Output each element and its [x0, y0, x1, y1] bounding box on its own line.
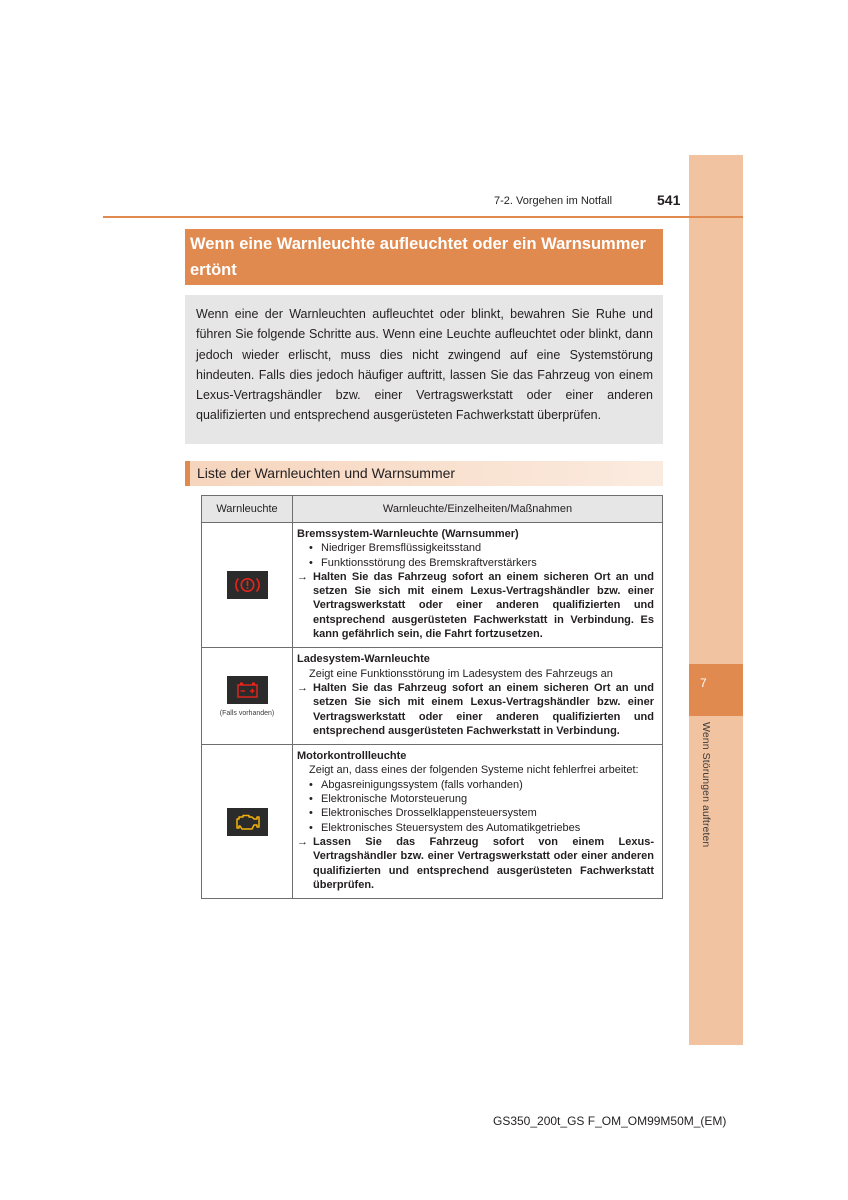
bullet-icon: • [309, 778, 313, 791]
column-header-details: Warnleuchte/Einzelheiten/Maßnahmen [293, 496, 663, 523]
arrow-icon: → [297, 570, 308, 583]
footer-document-code: GS350_200t_GS F_OM_OM99M50M_(EM) [493, 1114, 727, 1128]
table-row [202, 523, 663, 648]
table-row [202, 745, 663, 899]
engine-check-icon [227, 808, 268, 836]
action-text: → Lassen Sie das Fahrzeug sofort von einem Lexus-Vertragshändler bzw. einer Vertragswerkstatt oder einer anderen qualifizierten und entsprechend ausgerüsteten Fachwerkstatt überprüfen. [297, 835, 654, 891]
bullet-item: • Abgasreinigungssystem (falls vorhanden) [309, 778, 523, 791]
header-section-title: 7-2. Vorgehen im Notfall [494, 195, 613, 207]
arrow-icon: → [297, 681, 308, 694]
icon-cell [202, 745, 293, 899]
chapter-number-tab [689, 664, 743, 716]
brake-warning-icon [227, 571, 268, 599]
row-title: Ladesystem-Warnleuchte [297, 653, 430, 666]
action-text: → Halten Sie das Fahrzeug sofort an einem sicheren Ort an und setzen Sie sich mit einem Lexus-Vertragshändler bzw. einer Vertragswerkstatt oder einer anderen qualifizierten und entsprechend ausgerüsteten Fachwerkstatt in Verbindung. [297, 681, 654, 737]
bullet-icon: • [309, 793, 313, 806]
main-title: Wenn eine Warnleuchte aufleuchtet oder ein Warnsummer ertönt [185, 229, 663, 285]
row-title: Bremssystem-Warnleuchte (Warnsummer) [297, 528, 519, 540]
intro-paragraph: Wenn eine der Warnleuchten aufleuchtet oder blinkt, bewahren Sie Ruhe und führen Sie folgende Schritte aus. Wenn eine Leuchte aufleuchtet oder blinkt, dann jedoch wieder erlischt, muss dies nicht zwingend auf eine Systemstörung hindeuten. Falls dies jedoch häufiger auftritt, lassen Sie das Fahrzeug von einem Lexus-Vertragshändler bzw. einer Vertragswerkstatt oder einer anderen qualifizierten und entsprechend ausgerüsteten Fachwerkstatt überprüfen. [185, 295, 663, 444]
details-cell [293, 745, 663, 899]
row-description: Zeigt eine Funktionsstörung im Ladesystem des Fahrzeugs an [309, 667, 613, 680]
battery-icon [227, 676, 268, 704]
bullet-icon: • [309, 542, 313, 555]
icon-cell [202, 648, 293, 745]
column-header-warnleuchte: Warnleuchte [202, 496, 293, 523]
bullet-icon: • [309, 556, 313, 569]
bullet-item: • Niedriger Bremsflüssigkeitsstand [309, 542, 482, 555]
row-description: Zeigt an, dass eines der folgenden Systeme nicht fehlerfrei arbeitet: [309, 764, 639, 777]
action-text: → Halten Sie das Fahrzeug sofort an einem sicheren Ort an und setzen Sie sich mit einem Lexus-Vertragshändler bzw. einer Vertragswerkstatt oder einer anderen qualifizierten und entsprechend ausgerüsteten Fachwerkstatt in Verbindung. Es kann gefährlich sein, die Fahrt fortzusetzen. [297, 570, 654, 641]
bullet-icon: • [309, 807, 313, 820]
icon-cell [202, 523, 293, 648]
page-number: 541 [657, 192, 681, 208]
header-rule [103, 216, 743, 218]
icon-note: (Falls vorhanden) [219, 709, 275, 717]
arrow-icon: → [297, 835, 308, 848]
table-row [202, 648, 663, 745]
table-header-row [202, 496, 663, 523]
chapter-title-vertical: Wenn Störungen auftreten [700, 722, 712, 848]
bullet-item: • Elektronisches Steuersystem des Automatikgetriebes [309, 821, 581, 834]
bullet-item: • Elektronisches Drosselklappensteuersystem [309, 807, 537, 820]
bullet-item: • Elektronische Motorsteuerung [309, 793, 468, 806]
details-cell [293, 523, 663, 648]
sub-title: Liste der Warnleuchten und Warnsummer [185, 461, 663, 486]
bullet-icon: • [309, 821, 313, 834]
details-cell [293, 648, 663, 745]
bullet-item: • Funktionsstörung des Bremskraftverstärkers [309, 556, 537, 569]
warning-lights-table [201, 495, 663, 899]
chapter-number: 7 [700, 676, 707, 690]
chapter-side-tab [689, 155, 743, 1045]
row-title: Motorkontrollleuchte [297, 750, 407, 763]
